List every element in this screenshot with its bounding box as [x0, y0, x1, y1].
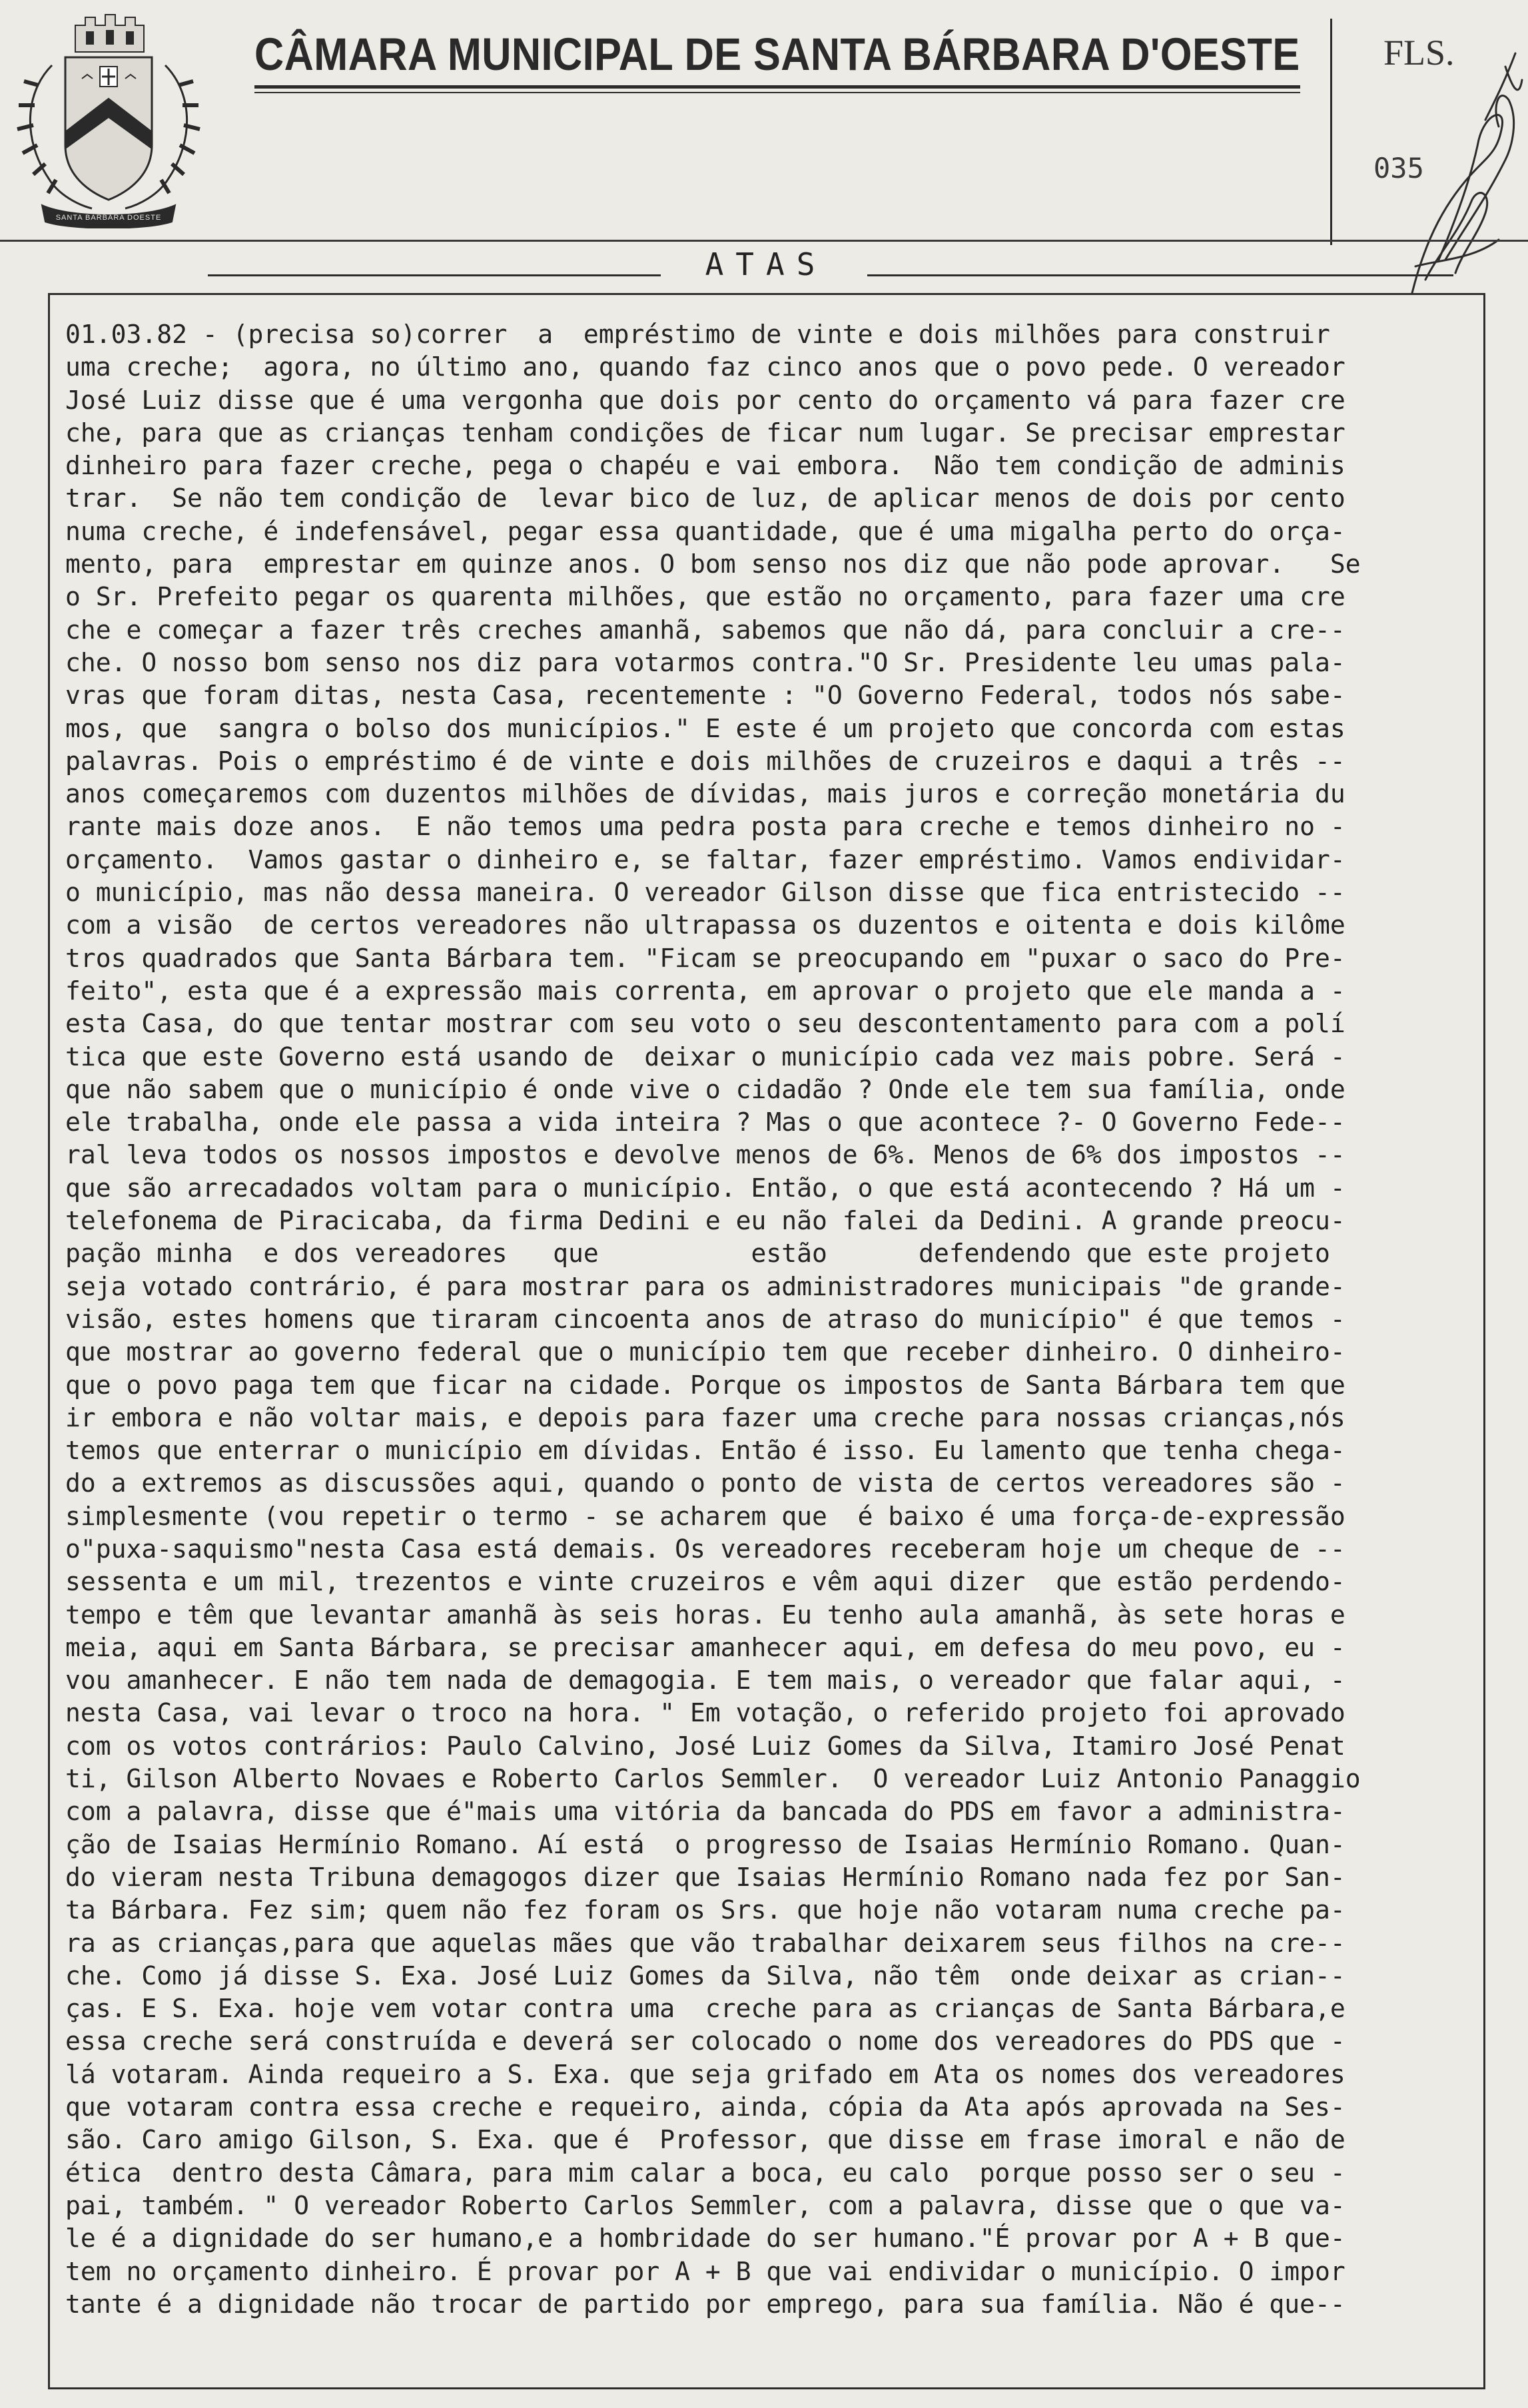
minutes-line: visão, estes homens que tiraram cincoenta anos de atraso do município" é que temos -: [65, 1304, 1345, 1334]
minutes-line: orçamento. Vamos gastar o dinheiro e, se faltar, fazer empréstimo. Vamos endividar-: [65, 844, 1345, 874]
minutes-line: ir embora e não voltar mais, e depois para fazer uma creche para nossas crianças,nós: [65, 1402, 1345, 1432]
minutes-line: que não sabem que o município é onde vive o cidadão ? Onde ele tem sua família, onde: [65, 1074, 1345, 1104]
minutes-line: o"puxa-saquismo"nesta Casa está demais. Os vereadores receberam hoje um cheque de --: [65, 1534, 1345, 1564]
seal-motto: SANTA BARBARA DOESTE: [55, 214, 162, 222]
minutes-line: sessenta e um mil, trezentos e vinte cruzeiros e vêm aqui dizer que estão perdendo-: [65, 1567, 1345, 1597]
coat-of-arms-seal: [12, 5, 205, 228]
title-underline: [254, 85, 1300, 89]
minutes-line: tros quadrados que Santa Bárbara tem. "Ficam se preocupando em "puxar o saco do Pre-: [65, 943, 1345, 973]
minutes-line: são. Caro amigo Gilson, S. Exa. que é Professor, que disse em frase imoral e não de: [65, 2125, 1345, 2155]
minutes-line: esta Casa, do que tentar mostrar com seu voto o seu descontentamento para com a polí: [65, 1009, 1345, 1039]
title-underline-thin: [254, 92, 1300, 93]
minutes-line: o Sr. Prefeito pegar os quarenta milhões, que estão no orçamento, para fazer uma cre: [65, 582, 1345, 612]
minutes-line: com a visão de certos vereadores não ultrapassa os duzentos e oitenta e dois kilôme: [65, 910, 1345, 940]
minutes-line: pai, também. " O vereador Roberto Carlos Semmler, com a palavra, disse que o que va-: [65, 2190, 1345, 2220]
minutes-line: meia, aqui em Santa Bárbara, se precisar amanhecer aqui, em defesa do meu povo, eu -: [65, 1632, 1345, 1662]
minutes-line: que o povo paga tem que ficar na cidade. Porque os impostos de Santa Bárbara tem que: [65, 1370, 1345, 1400]
minutes-line: ção de Isaias Hermínio Romano. Aí está o progresso de Isaias Hermínio Romano. Quan-: [65, 1829, 1345, 1859]
minutes-line: telefonema de Piracicaba, da firma Dedini e eu não falei da Dedini. A grande preocu-: [65, 1206, 1345, 1236]
minutes-line: 01.03.82 - (precisa so)correr a empréstimo de vinte e dois milhões para construir: [65, 320, 1330, 349]
minutes-line: palavras. Pois o empréstimo é de vinte e dois milhões de cruzeiros e daqui a três --: [65, 746, 1345, 776]
minutes-line: temos que enterrar o município em dívidas. Então é isso. Eu lamento que tenha chega-: [65, 1436, 1345, 1466]
minutes-line: do vieram nesta Tribuna demagogos dizer que Isaias Hermínio Romano nada fez por San-: [65, 1862, 1345, 1892]
heading-rule-right: [867, 274, 1453, 276]
minutes-line: rante mais doze anos. E não temos uma pedra posta para creche e temos dinheiro no -: [65, 812, 1345, 842]
header-divider: [1330, 19, 1332, 245]
minutes-line: simplesmente (vou repetir o termo - se acharem que é baixo é uma força-de-expressão: [65, 1501, 1345, 1531]
minutes-line: mento, para emprestar em quinze anos. O bom senso nos diz que não pode aprovar. Se: [65, 549, 1361, 579]
minutes-line: do a extremos as discussões aqui, quando o ponto de vista de certos vereadores são -: [65, 1468, 1345, 1498]
minutes-line: anos começaremos com duzentos milhões de dívidas, mais juros e correção monetária du: [65, 779, 1345, 809]
minutes-line: trar. Se não tem condição de levar bico de luz, de aplicar menos de dois por cento: [65, 483, 1345, 513]
minutes-line: com os votos contrários: Paulo Calvino, José Luiz Gomes da Silva, Itamiro José Penat: [65, 1731, 1345, 1761]
institution-title: CÂMARA MUNICIPAL DE SANTA BÁRBARA D'OESTE: [254, 29, 1300, 80]
page-number: 035: [1373, 152, 1424, 184]
minutes-line: o município, mas não dessa maneira. O vereador Gilson disse que fica entristecido --: [65, 878, 1345, 908]
minutes-line: tem no orçamento dinheiro. É provar por A + B que vai endividar o município. O impor: [65, 2256, 1345, 2286]
handwritten-signature: [1399, 40, 1525, 306]
minutes-line: numa creche, é indefensável, pegar essa quantidade, que é uma migalha perto do orça-: [65, 516, 1345, 546]
minutes-line: ra as crianças,para que aquelas mães que vão trabalhar deixarem seus filhos na cre--: [65, 1928, 1345, 1958]
minutes-line: che. Como já disse S. Exa. José Luiz Gomes da Silva, não têm onde deixar as crian--: [65, 1960, 1345, 1990]
section-heading: ATAS: [705, 246, 827, 282]
minutes-line: feito", esta que é a expressão mais correnta, em aprovar o projeto que ele manda a -: [65, 976, 1345, 1006]
minutes-line: mos, que sangra o bolso dos municípios." E este é um projeto que concorda com estas: [65, 713, 1345, 743]
minutes-line: tante é a dignidade não trocar de partido por emprego, para sua família. Não é que--: [65, 2289, 1345, 2319]
minutes-line: com a palavra, disse que é"mais uma vitória da bancada do PDS em favor a administra-: [65, 1797, 1345, 1827]
minutes-line: dinheiro para fazer creche, pega o chapéu e vai embora. Não tem condição de adminis: [65, 451, 1345, 481]
minutes-line: que votaram contra essa creche e requeiro, ainda, cópia da Ata após aprovada na Ses-: [65, 2092, 1345, 2122]
heading-rule-left: [208, 274, 661, 276]
minutes-line: che e começar a fazer três creches amanhã, sabemos que não dá, para concluir a cre--: [65, 615, 1345, 645]
minutes-line: ética dentro desta Câmara, para mim calar a boca, eu calo porque posso ser o seu -: [65, 2158, 1345, 2188]
minutes-body: [65, 318, 1477, 2321]
minutes-line: ti, Gilson Alberto Novaes e Roberto Carlos Semmler. O vereador Luiz Antonio Panaggio: [65, 1764, 1361, 1794]
minutes-line: uma creche; agora, no último ano, quando faz cinco anos que o povo pede. O vereador: [65, 352, 1345, 382]
minutes-line: ças. E S. Exa. hoje vem votar contra uma creche para as crianças de Santa Bárbara,e: [65, 1994, 1345, 2024]
minutes-line: José Luiz disse que é uma vergonha que dois por cento do orçamento vá para fazer cre: [65, 385, 1345, 415]
minutes-line: ral leva todos os nossos impostos e devolve menos de 6%. Menos de 6% dos impostos --: [65, 1140, 1345, 1170]
minutes-line: tica que este Governo está usando de deixar o município cada vez mais pobre. Será -: [65, 1042, 1345, 1071]
minutes-line: che, para que as crianças tenham condições de ficar num lugar. Se precisar emprestar: [65, 418, 1345, 448]
minutes-line: pação minha e dos vereadores que estão defendendo que este projeto: [65, 1239, 1330, 1269]
minutes-line: nesta Casa, vai levar o troco na hora. " Em votação, o referido projeto foi aprovado: [65, 1698, 1345, 1728]
minutes-line: ta Bárbara. Fez sim; quem não fez foram os Srs. que hoje não votaram numa creche pa-: [65, 1895, 1345, 1925]
fls-label: FLS.: [1383, 33, 1455, 73]
minutes-line: lá votaram. Ainda requeiro a S. Exa. que seja grifado em Ata os nomes dos vereadores: [65, 2059, 1345, 2089]
minutes-line: seja votado contrário, é para mostrar para os administradores municipais "de grande-: [65, 1271, 1345, 1301]
minutes-line: le é a dignidade do ser humano,e a hombridade do ser humano."É provar por A + B que-: [65, 2224, 1345, 2254]
minutes-line: que são arrecadados voltam para o município. Então, o que está acontecendo ? Há um -: [65, 1173, 1345, 1203]
minutes-line: che. O nosso bom senso nos diz para votarmos contra."O Sr. Presidente leu umas pala-: [65, 647, 1345, 677]
header-bottom-rule: [0, 240, 1528, 242]
minutes-line: vras que foram ditas, nesta Casa, recentemente : "O Governo Federal, todos nós sabe-: [65, 681, 1345, 711]
minutes-line: essa creche será construída e deverá ser colocado o nome dos vereadores do PDS que -: [65, 2026, 1345, 2056]
minutes-line: ele trabalha, onde ele passa a vida inteira ? Mas o que acontece ?- O Governo Fede--: [65, 1107, 1345, 1137]
minutes-line: vou amanhecer. E não tem nada de demagogia. E tem mais, o vereador que falar aqui, -: [65, 1665, 1345, 1695]
minutes-line: que mostrar ao governo federal que o município tem que receber dinheiro. O dinheiro-: [65, 1337, 1345, 1367]
minutes-line: tempo e têm que levantar amanhã às seis horas. Eu tenho aula amanhã, às sete horas e: [65, 1600, 1345, 1630]
